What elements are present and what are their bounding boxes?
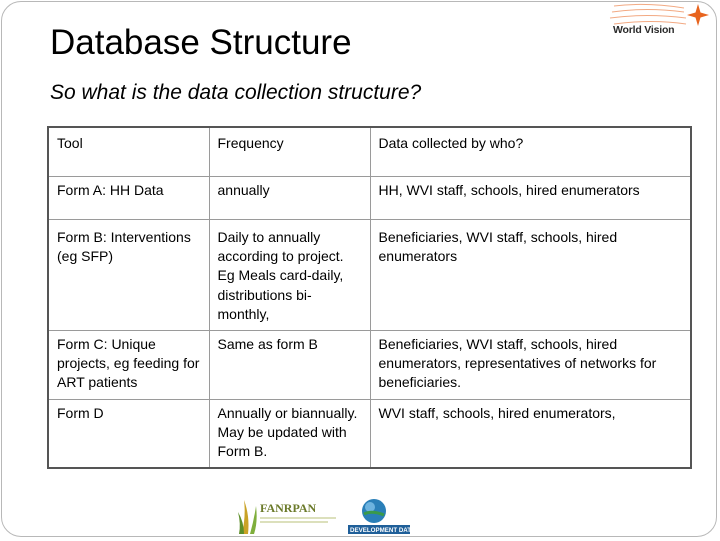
collector-cell: Beneficiaries, WVI staff, schools, hired enumerators, representatives of networks for beneficiaries. [370, 331, 691, 400]
table-row [48, 177, 691, 220]
tool-cell: Form B: Interventions (eg SFP) [48, 220, 209, 331]
tool-cell: Form C: Unique projects, eg feeding for ART patients [48, 331, 209, 400]
header-cell-frequency: Frequency [209, 127, 370, 177]
table-header-row [48, 127, 691, 177]
fanrpan-logo-text: FANRPAN [260, 501, 317, 515]
fanrpan-logo [238, 500, 336, 534]
footer-logos [236, 496, 426, 536]
development-data-logo [348, 499, 416, 534]
world-vision-logo-text: World Vision [613, 24, 675, 36]
tool-cell: Form A: HH Data [48, 177, 209, 220]
header-cell-tool: Tool [48, 127, 209, 177]
world-vision-logo [604, 0, 716, 54]
page-subtitle: So what is the data collection structure? [50, 81, 422, 104]
frequency-cell: Same as form B [209, 331, 370, 400]
collector-cell: Beneficiaries, WVI staff, schools, hired enumerators [370, 220, 691, 331]
table-row [48, 399, 691, 468]
data-structure-table [47, 126, 692, 469]
table-row [48, 331, 691, 400]
collector-cell: WVI staff, schools, hired enumerators, [370, 399, 691, 468]
table-row [48, 220, 691, 331]
header-cell-collector: Data collected by who? [370, 127, 691, 177]
frequency-cell: Annually or biannually. May be updated with Form B. [209, 399, 370, 468]
frequency-cell: annually [209, 177, 370, 220]
frequency-cell: Daily to annually according to project. Eg Meals card-daily, distributions bi-monthly, [209, 220, 370, 331]
page-title: Database Structure [50, 23, 352, 62]
collector-cell: HH, WVI staff, schools, hired enumerators [370, 177, 691, 220]
development-data-logo-text: DEVELOPMENT DATA [350, 527, 416, 534]
tool-cell: Form D [48, 399, 209, 468]
